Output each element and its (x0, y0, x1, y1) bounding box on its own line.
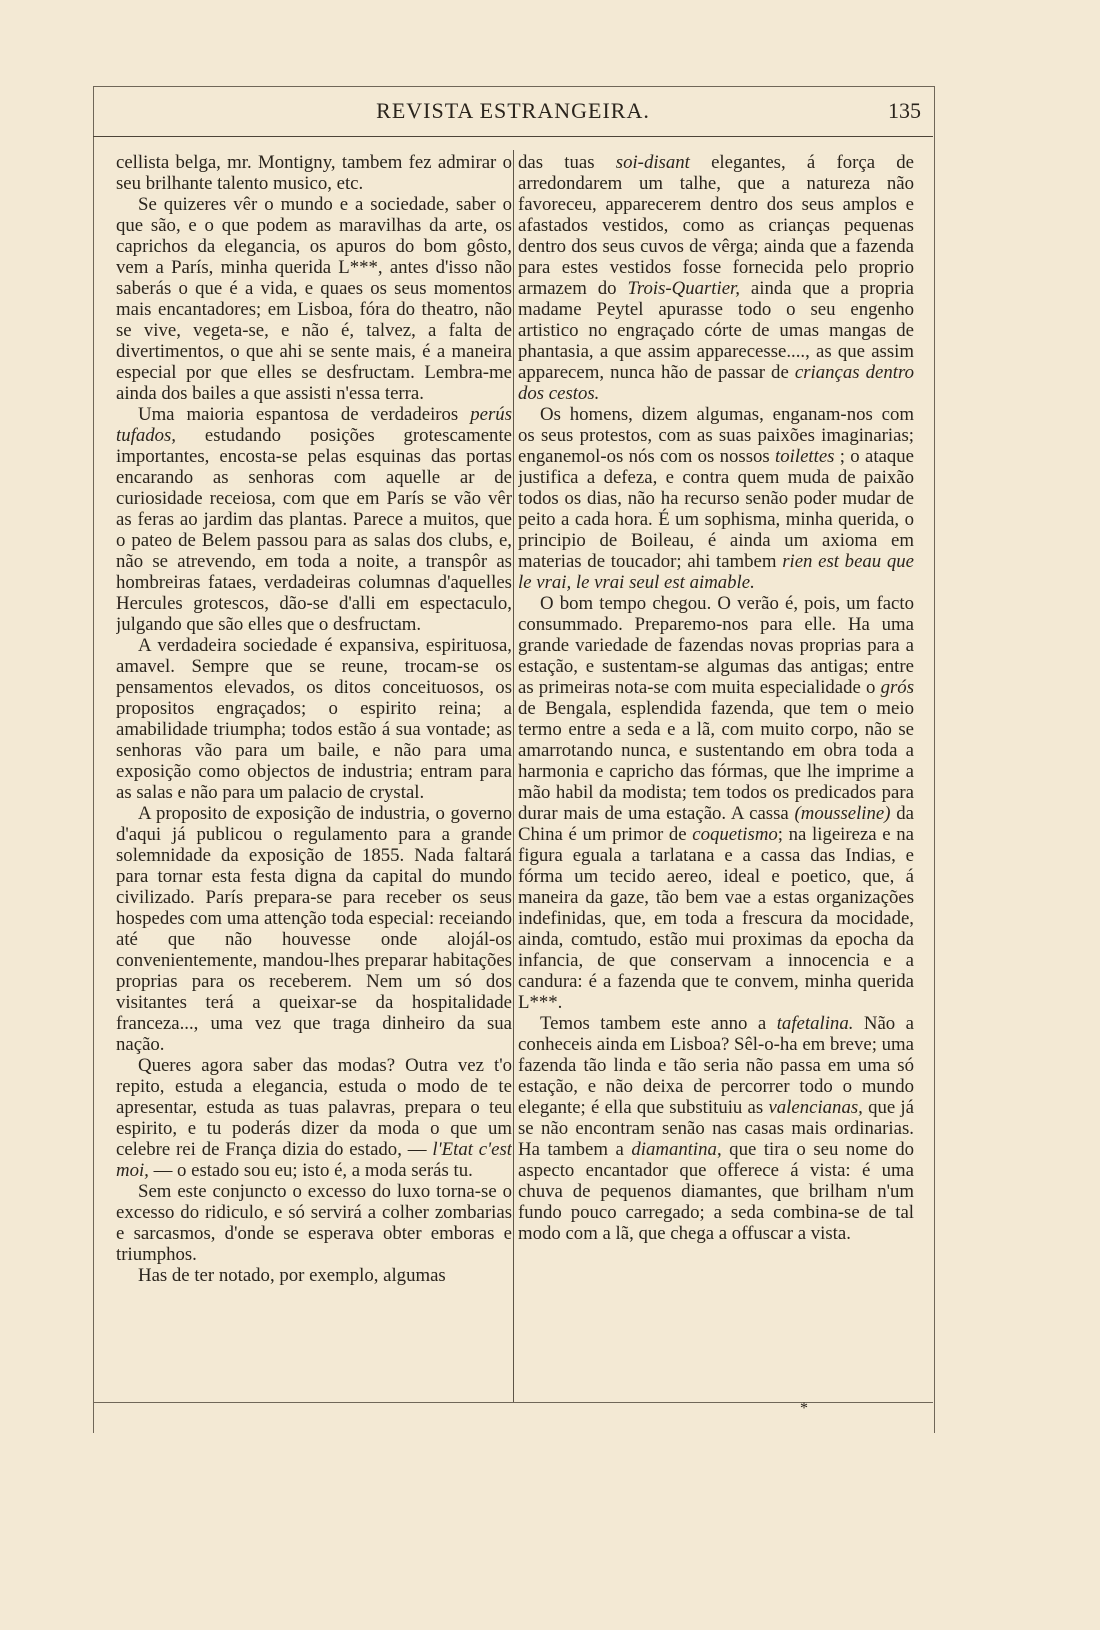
paragraph (518, 404, 914, 593)
text-run: O bom tempo chegou. O verão é, pois, um facto consummado. Preparemo-nos para elle. Ha uma grande variedade de fazendas novas proprias para a estação, e sustentam-se algumas das antigas; entre as primeiras nota-se com muita especialidade o (518, 593, 914, 698)
italic-run: coquetismo (692, 824, 778, 845)
left-column (116, 152, 512, 1402)
text-run: que já se não encontram senão nas casas mais ordinarias. Ha tambem a (518, 1097, 914, 1160)
paragraph: Sem este conjuncto o excesso do luxo torna-se o excesso do ridiculo, e só servirá a colher zombarias e sarcasmos, d'onde se esperava obter emboras e triumphos. (116, 1181, 512, 1265)
text-run: Não a conheceis ainda em Lisboa? Sêl-o-ha em breve; uma fazenda tão linda e tão seria não passa em uma só estação, e não deixa de percorrer todo o mundo elegante; é ella que substituiu as (518, 1013, 914, 1118)
journal-title: REVISTA ESTRANGEIRA. (376, 98, 650, 123)
page-number: 135 (888, 98, 921, 123)
text-run: das tuas (518, 152, 595, 173)
italic-run: crianças dentro dos cestos. (518, 362, 914, 404)
text-run: , que tira o seu nome do aspecto encantador que offerece á vista: é uma chuva de pequenos diamantes, que brilham n'um fundo pouco carregado; a seda combina-se de tal modo com a lã, que chega a offuscar a vista. (518, 1139, 914, 1244)
italic-run: l'Etat c'est moi, (116, 1139, 512, 1181)
text-run: estudando posições grotescamente importantes, encosta-se pelas esquinas das portas encarando as senhoras com aquelle ar de curiosidade receiosa, com que em París se vão vêr as feras ao jardim das plantas. Parece a muitos, que o pateo de Belem passou para as salas dos clubs, e, não se atrevendo, em toda a noite, a transpôr as hombreiras fataes, verdadeiras columnas d'aquelles Hercules grotescos, dão-se d'alli em espectaculo, julgando que são elles que o desfructam. (116, 425, 512, 635)
paragraph: A proposito de exposição de industria, o governo d'aqui já publicou o regulamento para a grande solemnidade da exposição de 1855. Nada faltará para tornar esta festa digna da capital do mundo civilizado. París prepara-se para receber os seus hospedes com uma attenção toda especial: receiando até que não houvesse onde alojál-os convenientemente, mandou-lhes preparar habitações proprias para os receberem. Nem um só dos visitantes terá a queixar-se da hospitalidade franceza..., uma vez que traga dinheiro da sua nação. (116, 803, 512, 1055)
text-run: de Bengala, esplendida fazenda, que tem o meio termo entre a seda e a lã, com muito corpo, não se amarrotando nunca, e sustentando em obra toda a harmonia e capricho das fórmas, que lhe imprime a mão habil da modista; tem todos os predicados para durar mais de uma estação. A cassa (518, 698, 914, 824)
text-run: elegantes, á força de arredondarem um talhe, que a natureza não favoreceu, apparecerem dentro dos seus amplos e afastados vestidos, como as crianças pequenas dentro dos seus cuvos de vêrga; ainda que a fazenda para estes vestidos fosse fornecida pelo proprio armazem do (518, 152, 914, 299)
paragraph (518, 593, 914, 1013)
paragraph: A verdadeira sociedade é expansiva, espirituosa, amavel. Sempre que se reune, trocam-se os pensamentos elevados, os ditos conceituosos, os propositos engraçados; o espirito reina; a amabilidade triumpha; todos estão á sua vontade; as senhoras vão para um baile, e não para uma exposição como objectos de industria; entram para as salas e não para um palacio de crystal. (116, 635, 512, 803)
column-divider (513, 150, 514, 1402)
paragraph (116, 1055, 512, 1181)
end-mark: * (800, 1400, 808, 1417)
paragraph: Se quizeres vêr o mundo e a sociedade, saber o que são, e o que podem as maravilhas da arte, os caprichos da elegancia, os apuros do bom gôsto, vem a París, minha querida L***, antes d'isso não saberás o que é a vida, e quaes os seus momentos mais encantadores; em Lisboa, fóra do theatro, não se vive, vegeta-se, e não é, talvez, a falta de divertimentos, o que ahi se sente mais, é a maneira especial por que elles se desfructam. Lembra-me ainda dos bailes a que assisti n'essa terra. (116, 194, 512, 404)
text-run: Queres agora saber das modas? Outra vez t'o repito, estuda a elegancia, estuda o modo de te apresentar, estuda as tuas palavras, prepara o teu espirito, e tu poderás dizer da moda o que um celebre rei de França dizia do estado, — (116, 1055, 512, 1160)
text-run: Temos tambem este anno a (540, 1013, 767, 1034)
italic-run: (mousseline) (794, 803, 891, 824)
italic-run: toilettes (775, 446, 835, 467)
right-column (518, 152, 914, 1402)
italic-run: rien est beau que le vrai, le vrai seul est aimable. (518, 551, 914, 593)
text-run: ; o ataque justifica a defeza, e contra quem muda de paixão todos os dias, não ha recurso senão poder mudar de peito a cada hora. É um sophisma, minha querida, o principio de Boileau, é ainda um axioma em materias de toucador; ahi tambem (518, 446, 914, 572)
text-run: Os homens, dizem algumas, enganam-nos com os seus protestos, com as suas paixões imaginarias; enganemol-os nós com os nossos (518, 404, 914, 467)
italic-run: perús tufados, (116, 404, 512, 446)
italic-run: valencianas, (768, 1097, 863, 1118)
paragraph (518, 152, 914, 404)
paragraph (116, 404, 512, 635)
text-run: ainda que a propria madame Peytel apurasse todo o seu engenho artistico no engraçado córte de umas mangas de phantasia, a que assim apparecesse...., as que assim apparecem, nunca hão de passar de (518, 278, 914, 383)
italic-run: Trois-Quartier, (627, 278, 740, 299)
text-run: Uma maioria espantosa de verdadeiros (138, 404, 459, 425)
running-header (93, 92, 933, 137)
paragraph (518, 1013, 914, 1244)
text-run: ; na ligeireza e na figura eguala a tarlatana e a cassa das Indias, e fórma um tecido aereo, ideal e poetico, que, á maneira da gaze, tão bem vae a estas organizações indefinidas, que, em toda a frescura da mocidade, ainda, comtudo, estão mui proximas da epocha da infancia, de que conservam a innocencia e a candura: é a fazenda que te convem, minha querida L***. (518, 824, 914, 1013)
text-run: — o estado sou eu; isto é, a moda serás tu. (153, 1160, 473, 1181)
italic-run: grós (880, 677, 914, 698)
italic-run: diamantina (631, 1139, 717, 1160)
italic-run: soi-disant (615, 152, 690, 173)
italic-run: tafetalina. (776, 1013, 854, 1034)
paragraph: Has de ter notado, por exemplo, algumas (138, 1265, 446, 1286)
text-run: da China é um primor de (518, 803, 914, 845)
paragraph: cellista belga, mr. Montigny, tambem fez admirar o seu brilhante talento musico, etc. (116, 152, 512, 194)
